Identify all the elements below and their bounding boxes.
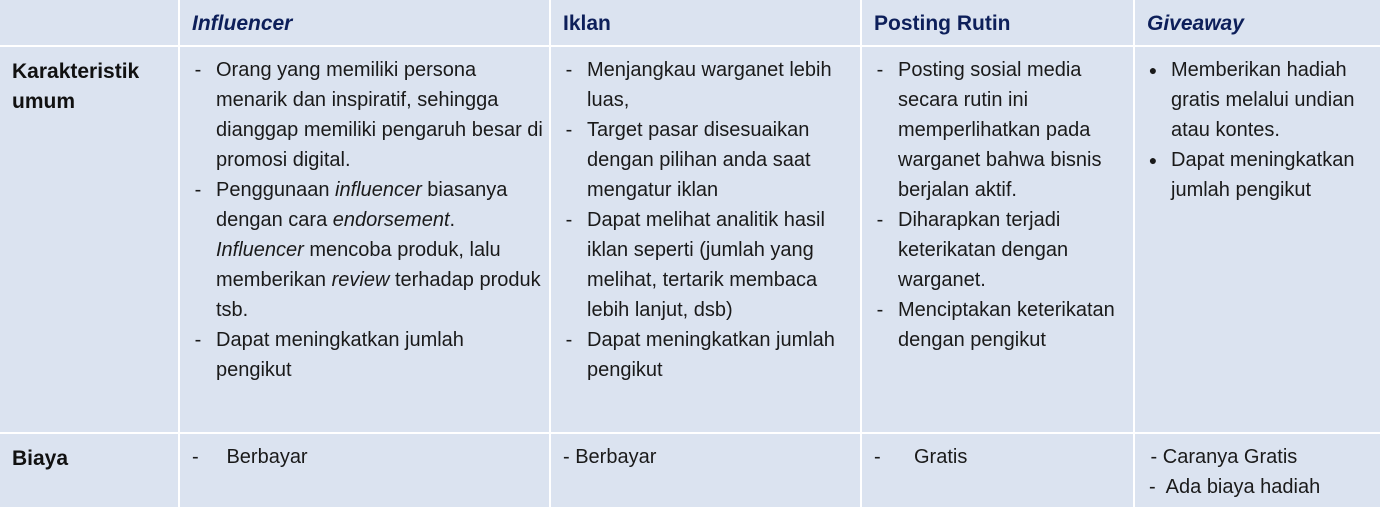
header-giveaway: Giveaway [1135,0,1380,45]
dash-marker: - [565,119,573,141]
header-influencer: Influencer [180,0,549,45]
cell-iklan-karakteristik [551,47,860,432]
item-text: Menjangkau warganet lebih luas, [587,59,832,111]
dash-marker: - [876,209,884,231]
list-item [180,175,543,325]
row-label-line1: Karakteristik [12,60,140,83]
cell-giveaway-karakteristik [1135,47,1380,432]
header-empty [0,0,178,45]
item-text: Dapat meningkatkan jumlah pengikut [216,329,464,381]
item-text: Posting sosial media secara rutin ini memperlihatkan pada warganet bahwa bisnis berjalan aktif. [898,59,1102,201]
row-label-biaya: Biaya [0,434,178,507]
header-posting-rutin: Posting Rutin [862,0,1133,45]
cell-giveaway-biaya [1135,434,1380,507]
cell-influencer-karakteristik [180,47,549,432]
item-text: Target pasar disesuaikan dengan pilihan anda saat mengatur iklan [587,119,811,201]
dash-marker: - [565,329,573,351]
dash-marker: - [876,299,884,321]
item-text: Dapat melihat analitik hasil iklan seperti (jumlah yang melihat, tertarik membaca lebih lanjut, dsb) [587,209,825,321]
item-text: Orang yang memiliki persona menarik dan inspiratif, sehingga dianggap memiliki pengaruh besar di promosi digital. [216,59,543,171]
cell-posting-biaya [862,434,1133,507]
cost-text: - Gratis [874,446,968,468]
dash-marker: - [876,59,884,81]
dash-marker: - [565,59,573,81]
list-item [180,325,543,385]
item-text: Memberikan hadiah gratis melalui undian atau kontes. [1171,59,1355,141]
list-item [1135,55,1380,145]
list-item [862,55,1127,205]
dash-marker: - [194,179,202,201]
item-text: Menciptakan keterikatan dengan pengikut [898,299,1115,351]
cost-text: - Berbayar [563,446,657,468]
list-item [551,325,854,385]
dash-marker: - [194,329,202,351]
cell-influencer-biaya [180,434,549,507]
item-text: Diharapkan terjadi keterikatan dengan warganet. [898,209,1069,291]
cost-text: - Caranya Gratis [1145,446,1298,468]
bullet-icon: ● [1148,62,1158,78]
dash-marker: - [194,59,202,81]
list-item [862,205,1127,295]
list-item [1135,145,1380,205]
cell-posting-karakteristik [862,47,1133,432]
item-text: Dapat meningkatkan jumlah pengikut [1171,149,1355,201]
cost-text: - Berbayar [192,446,308,468]
item-text: Dapat meningkatkan jumlah pengikut [587,329,835,381]
list-item [551,55,854,115]
cost-text: - Ada biaya hadiah [1149,476,1321,498]
bullet-icon: ● [1148,152,1158,168]
header-iklan: Iklan [551,0,860,45]
list-item [180,55,543,175]
dash-marker: - [565,209,573,231]
list-item [551,115,854,205]
list-item [551,205,854,325]
cell-iklan-biaya [551,434,860,507]
row-label-karakteristik [0,47,178,432]
list-item [862,295,1127,355]
row-label-line2: umum [12,90,75,113]
item-text: Penggunaan influencer biasanya dengan cara endorsement. Influencer mencoba produk, lalu memberikan review terhadap produk tsb. [216,179,541,321]
